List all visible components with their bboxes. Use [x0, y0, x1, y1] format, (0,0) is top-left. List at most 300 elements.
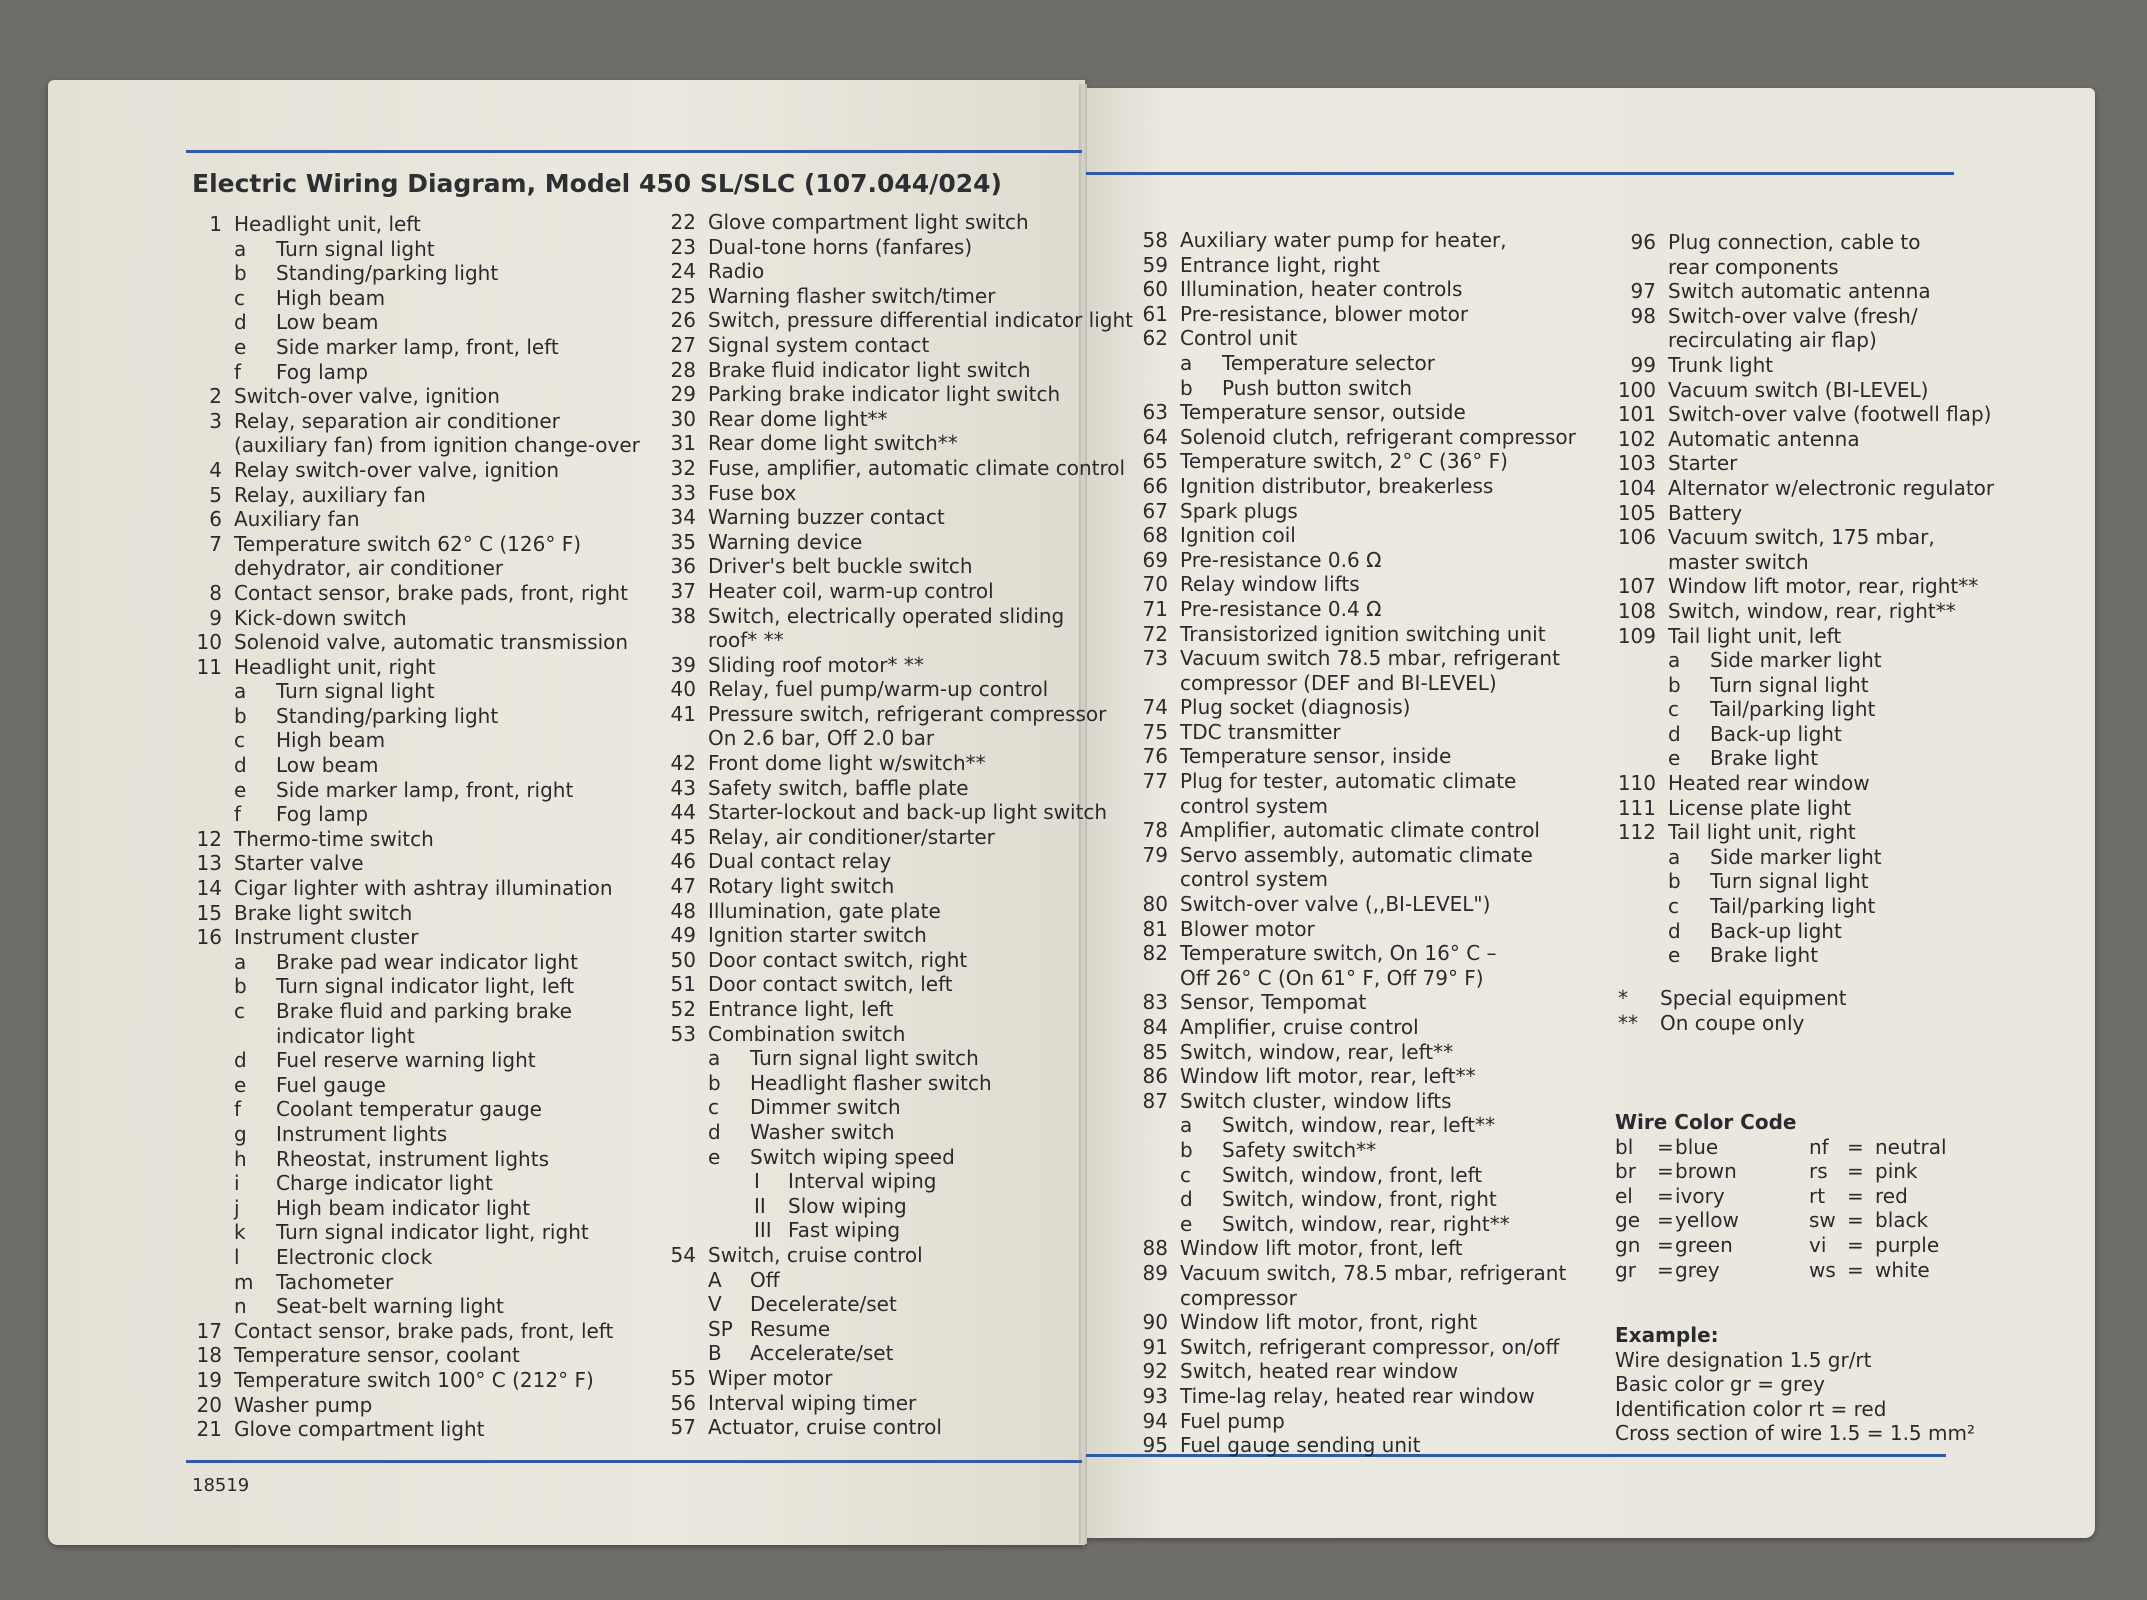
subitem-letter: d [1668, 918, 1681, 943]
subsubitem-label: Slow wiping [788, 1193, 907, 1218]
item-number: 74 [1142, 695, 1168, 720]
item-number: 11 [196, 654, 222, 679]
item-label: Vacuum switch (BI-LEVEL) [1668, 377, 1929, 402]
item-number: 34 [670, 505, 696, 530]
item-label: Switch, cruise control [708, 1242, 923, 1267]
subitem-label: Side marker lamp, front, left [276, 334, 559, 359]
wire-equals: = [1847, 1208, 1864, 1233]
wire-color-row [1615, 1233, 2015, 1258]
item-label: Ignition coil [1180, 523, 1296, 548]
legend-item [1135, 892, 1595, 917]
legend-subitem [1612, 722, 2012, 747]
legend-subitem [192, 1048, 652, 1073]
wire-equals: = [1657, 1257, 1674, 1282]
subsubitem-numeral: II [754, 1193, 766, 1218]
wire-equals: = [1847, 1183, 1864, 1208]
legend-item [1135, 1236, 1595, 1261]
subitem-letter: a [1668, 648, 1681, 673]
item-label: Contact sensor, brake pads, front, left [234, 1318, 614, 1343]
wire-color-row [1615, 1135, 2015, 1160]
subitem-label: Switch, window, front, right [1222, 1187, 1497, 1212]
legend-subitem [1135, 1138, 1595, 1163]
legend-item [1135, 597, 1595, 622]
subitem-letter: a [234, 679, 247, 704]
item-label: Relay switch-over valve, ignition [234, 457, 559, 482]
item-label: Illumination, heater controls [1180, 277, 1463, 302]
bottom-rule-left [186, 1460, 1082, 1463]
legend-item [668, 456, 1148, 481]
item-number: 44 [670, 800, 696, 825]
subitem-label: Turn signal light switch [750, 1046, 979, 1071]
item-number: 90 [1142, 1310, 1168, 1335]
legend-item-continuation [1612, 328, 2012, 353]
item-label: Auxiliary fan [234, 507, 360, 532]
subitem-label: Turn signal indicator light, right [276, 1220, 589, 1245]
legend-item [1612, 378, 2012, 403]
legend-item [1135, 1335, 1595, 1360]
legend-item [1135, 1359, 1595, 1384]
subitem-letter: B [708, 1341, 722, 1366]
subitem-letter: a [1180, 1113, 1193, 1138]
subitem-label: Turn signal light [1710, 869, 1869, 894]
legend-item [668, 358, 1148, 383]
subitem-letter: f [234, 359, 242, 384]
item-number: 16 [196, 925, 222, 950]
continuation-text: control system [1180, 867, 1328, 892]
wire-code: bl [1615, 1134, 1634, 1159]
item-number: 110 [1617, 771, 1656, 796]
item-number: 84 [1142, 1015, 1168, 1039]
legend-item [668, 210, 1148, 235]
legend-subitem [192, 1073, 652, 1098]
wire-code: nf [1809, 1134, 1829, 1159]
item-number: 7 [209, 531, 222, 556]
item-number: 3 [209, 408, 222, 433]
legend-subitem [1612, 894, 2012, 919]
item-label: Solenoid valve, automatic transmission [234, 630, 629, 655]
subitem-letter: b [1668, 672, 1681, 697]
item-label: Pre-resistance, blower motor [1180, 301, 1469, 326]
subitem-letter: e [708, 1144, 721, 1169]
item-label: Radio [708, 259, 765, 284]
legend-item [1612, 771, 2012, 796]
legend-item-continuation [668, 628, 1148, 653]
subitem-letter: d [1668, 721, 1681, 746]
legend-item [1135, 400, 1595, 425]
legend-item [1612, 501, 2012, 526]
legend-item [1612, 796, 2012, 821]
subitem-letter: c [1180, 1162, 1191, 1187]
item-label: Fuse, amplifier, automatic climate control [708, 455, 1126, 480]
legend-subitem [1612, 919, 2012, 944]
item-number: 37 [670, 578, 696, 603]
legend-item [192, 384, 652, 409]
item-label: Thermo-time switch [234, 826, 434, 851]
item-number: 94 [1142, 1408, 1168, 1433]
legend-subitem [192, 802, 652, 827]
wire-color-name: grey [1675, 1257, 1720, 1282]
legend-item [1135, 1040, 1595, 1065]
wire-equals: = [1847, 1232, 1864, 1257]
legend-item [1612, 402, 2012, 427]
item-label: Time-lag relay, heated rear window [1180, 1383, 1535, 1408]
subitem-label: Fog lamp [276, 802, 369, 827]
subitem-label: Decelerate/set [750, 1292, 897, 1317]
item-number: 67 [1142, 498, 1168, 523]
legend-item [668, 702, 1148, 727]
subitem-letter: e [234, 777, 247, 802]
item-number: 12 [196, 826, 222, 851]
item-number: 91 [1142, 1334, 1168, 1359]
legend-item [668, 308, 1148, 333]
item-number: 25 [670, 283, 696, 308]
wire-code: rt [1809, 1183, 1826, 1208]
item-number: 36 [670, 554, 696, 579]
legend-item [668, 653, 1148, 678]
subitem-label: Switch, window, rear, left** [1222, 1113, 1496, 1138]
item-number: 56 [670, 1390, 696, 1415]
item-label: Door contact switch, right [708, 947, 968, 972]
legend-item-continuation [1135, 1286, 1595, 1311]
top-rule-left [186, 150, 1082, 153]
wire-code: vi [1809, 1232, 1827, 1257]
item-label: Front dome light w/switch** [708, 751, 986, 776]
wire-equals: = [1657, 1134, 1674, 1159]
item-label: Pressure switch, refrigerant compressor [708, 701, 1107, 726]
page-number: 18519 [192, 1475, 250, 1496]
subitem-label: Rheostat, instrument lights [276, 1146, 549, 1171]
item-label: Alternator w/electronic regulator [1668, 475, 1995, 500]
item-number: 9 [209, 605, 222, 630]
item-number: 108 [1617, 598, 1656, 623]
legend-item [192, 851, 652, 876]
legend-subitem [192, 950, 652, 975]
subitem-letter: f [234, 1097, 242, 1122]
item-label: Illumination, gate plate [708, 898, 941, 923]
item-label: Switch-over valve (footwell flap) [1668, 402, 1992, 427]
item-label: Tail light unit, right [1668, 820, 1856, 845]
item-number: 97 [1630, 279, 1656, 304]
legend-item [668, 579, 1148, 604]
item-number: 27 [670, 332, 696, 357]
legend-item [1612, 599, 2012, 624]
legend-subitem [192, 286, 652, 311]
item-label: Relay, separation air conditioner [234, 408, 560, 433]
footnote-text: Special equipment [1660, 986, 1847, 1010]
wire-code: rs [1809, 1159, 1828, 1184]
example-line: Identification color rt = red [1615, 1396, 1887, 1421]
item-label: Warning flasher switch/timer [708, 283, 996, 308]
legend-item [1135, 744, 1595, 769]
item-number: 1 [209, 212, 222, 236]
subitem-label: Fog lamp [276, 359, 369, 384]
item-number: 66 [1142, 473, 1168, 498]
legend-item-continuation [1135, 671, 1595, 696]
item-number: 40 [670, 677, 696, 702]
page-title: Electric Wiring Diagram, Model 450 SL/SLC (107.044/024) [192, 169, 1002, 198]
subitem-label: Push button switch [1222, 375, 1413, 400]
wire-equals: = [1657, 1183, 1674, 1208]
item-number: 109 [1617, 623, 1656, 648]
item-number: 47 [670, 874, 696, 899]
item-number: 87 [1142, 1088, 1168, 1113]
legend-item [1135, 253, 1595, 278]
item-label: Amplifier, cruise control [1180, 1015, 1419, 1039]
footnote-symbol: ** [1618, 1010, 1638, 1035]
item-label: Entrance light, right [1180, 252, 1380, 277]
wire-color-row [1615, 1258, 2015, 1283]
item-label: Starter valve [234, 851, 364, 876]
item-label: Switch, window, rear, left** [1180, 1039, 1454, 1064]
item-label: Relay, auxiliary fan [234, 482, 426, 507]
item-label: Relay, air conditioner/starter [708, 824, 995, 849]
wire-code: ge [1615, 1208, 1640, 1233]
item-number: 102 [1617, 426, 1656, 451]
item-label: Trunk light [1668, 352, 1774, 377]
top-rule-right [1086, 172, 1954, 175]
legend-subitem [1135, 351, 1595, 376]
legend-item [668, 751, 1148, 776]
subitem-letter: l [234, 1244, 240, 1269]
legend-item-continuation [1135, 867, 1595, 892]
subitem-letter: d [1180, 1187, 1193, 1212]
legend-item [192, 876, 652, 901]
item-number: 52 [670, 997, 696, 1021]
legend-subitem [192, 335, 652, 360]
item-label: Battery [1668, 500, 1743, 525]
item-number: 35 [670, 529, 696, 554]
subsubitem-label: Interval wiping [788, 1169, 937, 1194]
legend-subitem [668, 1145, 1148, 1170]
item-number: 101 [1617, 402, 1656, 427]
legend-subitem [1612, 648, 2012, 673]
item-label: Heater coil, warm-up control [708, 578, 994, 603]
item-number: 89 [1142, 1260, 1168, 1285]
wire-code: gn [1615, 1232, 1641, 1257]
item-label: Relay window lifts [1180, 572, 1360, 597]
subitem-letter: c [234, 728, 245, 753]
subitem-label: Brake light [1710, 943, 1819, 968]
legend-subitem [1135, 1212, 1595, 1237]
item-number: 26 [670, 308, 696, 333]
item-label: Rear dome light switch** [708, 431, 958, 456]
item-label: Warning buzzer contact [708, 505, 945, 530]
legend-subitem [1612, 746, 2012, 771]
legend-item [192, 1417, 652, 1442]
legend-subsubitem [668, 1194, 1148, 1219]
item-number: 2 [209, 384, 222, 409]
legend-item [668, 948, 1148, 973]
legend-item [1135, 917, 1595, 942]
item-number: 55 [670, 1365, 696, 1390]
item-number: 99 [1630, 352, 1656, 377]
item-number: 13 [196, 851, 222, 876]
item-label: Plug socket (diagnosis) [1180, 695, 1411, 720]
item-number: 33 [670, 480, 696, 505]
legend-item [1135, 818, 1595, 843]
item-number: 29 [670, 382, 696, 407]
item-number: 82 [1142, 941, 1168, 966]
subitem-letter: a [1668, 844, 1681, 869]
subitem-letter: f [234, 802, 242, 827]
item-label: Switch cluster, window lifts [1180, 1088, 1452, 1113]
legend-item [1135, 302, 1595, 327]
legend-item [668, 481, 1148, 506]
wire-equals: = [1657, 1232, 1674, 1257]
legend-subitem [192, 728, 652, 753]
item-number: 70 [1142, 572, 1168, 597]
item-number: 96 [1630, 230, 1656, 254]
item-number: 19 [196, 1367, 222, 1392]
legend-item [668, 1243, 1148, 1268]
legend-subitem [668, 1095, 1148, 1120]
legend-subitem [1135, 1187, 1595, 1212]
item-label: Spark plugs [1180, 498, 1298, 523]
legend-item [192, 630, 652, 655]
example-line: Basic color gr = grey [1615, 1372, 1825, 1397]
legend-subsubitem [668, 1169, 1148, 1194]
subitem-label: Dimmer switch [750, 1095, 901, 1120]
item-label: Window lift motor, rear, right** [1668, 574, 1979, 599]
subitem-label: Standing/parking light [276, 703, 499, 728]
subitem-label: Fuel gauge [276, 1072, 386, 1097]
legend-item [1135, 646, 1595, 671]
continuation-text: On 2.6 bar, Off 2.0 bar [708, 726, 935, 751]
item-label: Instrument cluster [234, 925, 419, 950]
legend-item-continuation [1612, 550, 2012, 575]
item-label: Heated rear window [1668, 771, 1870, 796]
legend-item [1135, 277, 1595, 302]
item-label: Entrance light, left [708, 997, 894, 1021]
item-label: Switch, electrically operated sliding [708, 603, 1065, 628]
item-label: Combination switch [708, 1021, 906, 1046]
legend-subsubitem [668, 1218, 1148, 1243]
item-number: 71 [1142, 596, 1168, 621]
legend-item [192, 532, 652, 557]
item-number: 61 [1142, 301, 1168, 326]
item-label: Parking brake indicator light switch [708, 382, 1061, 407]
subitem-label: Brake pad wear indicator light [276, 949, 578, 974]
wire-code: gr [1615, 1257, 1636, 1282]
legend-item [192, 507, 652, 532]
subitem-label: Back-up light [1710, 918, 1842, 943]
item-number: 38 [670, 603, 696, 628]
item-number: 58 [1142, 228, 1168, 252]
legend-item [1612, 820, 2012, 845]
legend-item [1612, 574, 2012, 599]
legend-item [192, 581, 652, 606]
item-label: License plate light [1668, 795, 1852, 820]
legend-column-4 [1612, 230, 2012, 968]
item-number: 48 [670, 898, 696, 923]
item-label: Tail light unit, left [1668, 623, 1842, 648]
item-number: 65 [1142, 449, 1168, 474]
item-label: Temperature switch, On 16° C – [1180, 941, 1497, 966]
legend-subitem [1612, 869, 2012, 894]
item-number: 4 [209, 457, 222, 482]
legend-subitem [192, 974, 652, 999]
item-label: Cigar lighter with ashtray illumination [234, 876, 613, 901]
wire-color-code-title: Wire Color Code [1615, 1110, 1797, 1134]
legend-item [192, 458, 652, 483]
example-line: Cross section of wire 1.5 = 1.5 mm² [1615, 1421, 1975, 1446]
subitem-letter: b [708, 1070, 721, 1095]
item-label: TDC transmitter [1180, 719, 1341, 744]
legend-subitem [192, 1196, 652, 1221]
item-label: Brake fluid indicator light switch [708, 357, 1031, 382]
subitem-letter: i [234, 1171, 240, 1196]
legend-subitem [192, 1122, 652, 1147]
legend-item [192, 901, 652, 926]
subitem-letter: c [234, 999, 245, 1023]
legend-subitem [668, 1268, 1148, 1293]
item-label: Kick-down switch [234, 605, 407, 630]
item-number: 45 [670, 824, 696, 849]
item-label: Contact sensor, brake pads, front, right [234, 580, 628, 605]
legend-item [192, 1368, 652, 1393]
subitem-letter: e [234, 1072, 247, 1097]
item-label: Pre-resistance 0.4 Ω [1180, 596, 1382, 621]
legend-subitem [1612, 845, 2012, 870]
item-label: Window lift motor, front, right [1180, 1310, 1478, 1335]
legend-item [1612, 230, 2012, 255]
item-number: 8 [209, 580, 222, 605]
item-label: Vacuum switch, 78.5 mbar, refrigerant [1180, 1260, 1567, 1285]
item-number: 68 [1142, 523, 1168, 548]
subitem-label: Low beam [276, 753, 379, 778]
legend-item [1135, 769, 1595, 794]
item-label: Glove compartment light switch [708, 210, 1029, 234]
subitem-label: High beam indicator light [276, 1195, 531, 1220]
item-number: 14 [196, 876, 222, 901]
item-label: Starter-lockout and back-up light switch [708, 800, 1108, 825]
item-number: 105 [1617, 500, 1656, 525]
subitem-label: Side marker light [1710, 844, 1882, 869]
legend-subitem [1612, 697, 2012, 722]
subitem-letter: n [234, 1294, 247, 1319]
wire-equals: = [1847, 1159, 1864, 1184]
legend-item [1135, 1261, 1595, 1286]
item-label: Control unit [1180, 326, 1298, 351]
legend-subitem [192, 237, 652, 262]
legend-item [192, 606, 652, 631]
item-label: Headlight unit, left [234, 212, 421, 236]
legend-subitem [192, 778, 652, 803]
subitem-label: Headlight flasher switch [750, 1070, 992, 1095]
legend-subitem [192, 704, 652, 729]
item-number: 41 [670, 701, 696, 726]
item-label: Rear dome light** [708, 406, 888, 431]
legend-item [1135, 1064, 1595, 1089]
wire-color-code [1615, 1110, 2015, 1282]
item-label: Temperature switch 100° C (212° F) [234, 1367, 594, 1392]
continuation-text: indicator light [276, 1023, 415, 1048]
legend-item [1135, 449, 1595, 474]
item-number: 54 [670, 1242, 696, 1267]
legend-subitem [668, 1120, 1148, 1145]
subitem-label: Safety switch** [1222, 1137, 1377, 1162]
wire-code: ws [1809, 1257, 1836, 1282]
item-number: 93 [1142, 1383, 1168, 1408]
item-number: 6 [209, 507, 222, 532]
item-label: Ignition starter switch [708, 923, 927, 948]
subitem-letter: a [1180, 350, 1193, 375]
continuation-text: recirculating air flap) [1668, 328, 1877, 353]
item-label: Sensor, Tempomat [1180, 990, 1367, 1015]
subsubitem-label: Fast wiping [788, 1218, 901, 1243]
subitem-letter: k [234, 1220, 246, 1245]
legend-item [1135, 1310, 1595, 1335]
